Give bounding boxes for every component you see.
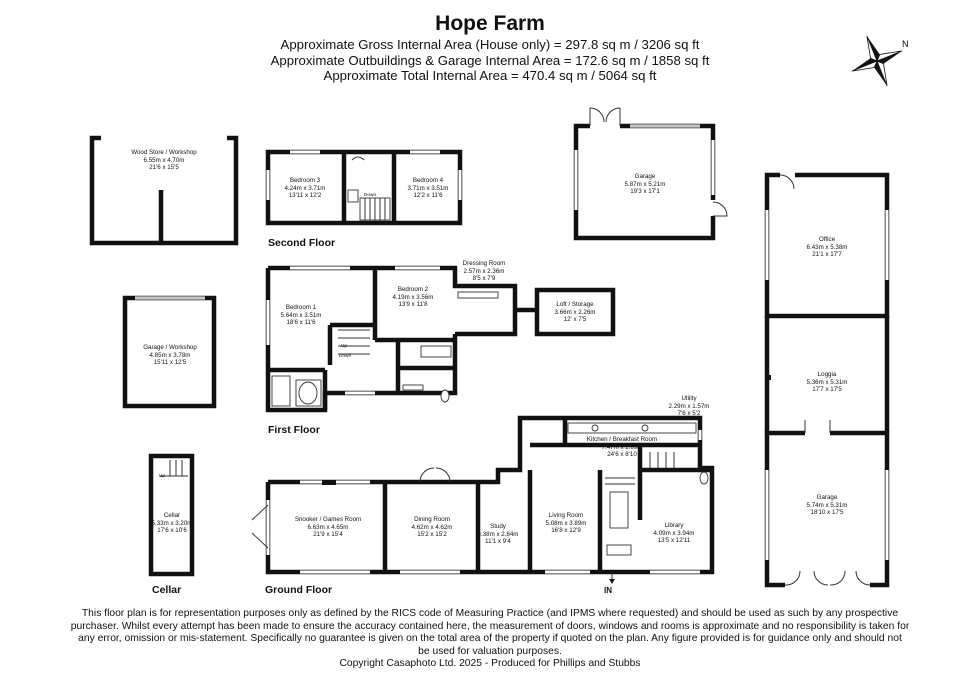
room-utility: Utility 2.29m x 1.57m 7'6 x 5'2 — [668, 395, 710, 418]
room-bedroom-1: Bedroom 1 5.64m x 3.51m 18'6 x 11'6 — [280, 304, 322, 327]
room-study: Study 3.38m x 2.84m 11'1 x 9'4 — [477, 523, 519, 546]
disclaimer — [0, 608, 980, 671]
room-living: Living Room 5.08m x 3.89m 16'8 x 12'9 — [545, 512, 587, 535]
room-bedroom-2: Bedroom 2 4.19m x 3.56m 13'9 x 11'8 — [392, 286, 434, 309]
disclaimer-line-3: any error, omission or mis-statement. Specifically no guarantee is given on the total area of the property if quoted on the plan. Any figure provided is for guidance only and should not — [78, 633, 902, 645]
entrance-label: IN — [604, 586, 612, 595]
first-floor-label: First Floor — [268, 424, 320, 436]
stair-up-label-cellar: Up — [158, 474, 166, 479]
stair-up-label-first: Up — [340, 344, 348, 349]
disclaimer-line-1: This floor plan is for representation purposes only as defined by the RICS code of Measuring Practice (and IPMS where requested) and should be used as such by any prospective — [81, 608, 899, 619]
plan-title: Hope Farm — [435, 12, 545, 35]
room-garage-bottom: Garage 5.74m x 5.31m 18'10 x 17'5 — [806, 494, 848, 517]
disclaimer-line-4: be used for valuation purposes. — [418, 645, 562, 657]
room-bedroom-3: Bedroom 3 4.24m x 3.71m 13'11 x 12'2 — [284, 177, 326, 200]
room-dining: Dining Room 4.62m x 4.62m 15'2 x 15'2 — [411, 516, 453, 539]
compass-north-label: N — [902, 39, 908, 49]
area-house: Approximate Gross Internal Area (House only) = 297.8 sq m / 3206 sq ft — [280, 37, 700, 52]
second-floor-label: Second Floor — [268, 237, 336, 249]
disclaimer-line-2: purchaser. Whilst every attempt has been made to ensure the accuracy contained here, the measurement of doors, windows and rooms is approximate and no responsibility is taken for — [70, 620, 910, 632]
copyright-line: Copyright Casaphoto Ltd. 2025 - Produced for Phillips and Stubbs — [339, 658, 641, 670]
area-outbuildings: Approximate Outbuildings & Garage Internal Area = 172.6 sq m / 1858 sq ft — [270, 52, 710, 68]
room-loft: Loft / Storage 3.66m x 2.26m 12' x 7'5 — [554, 301, 596, 324]
ground-floor-label: Ground Floor — [265, 584, 333, 596]
room-office: Office 6.43m x 5.38m 21'1 x 17'7 — [806, 236, 848, 259]
room-dressing: Dressing Room 2.57m x 2.36m 8'5 x 7'9 — [462, 260, 506, 283]
cellar-floor-label: Cellar — [152, 584, 182, 596]
room-bedroom-4: Bedroom 4 3.71m x 3.51m 12'2 x 11'6 — [407, 177, 449, 200]
room-snooker: Snooker / Games Room 6.63m x 4.65m 21'9 x 15'4 — [294, 516, 362, 539]
area-total: Approximate Total Internal Area = 470.4 sq m / 5064 sq ft — [323, 68, 657, 83]
first-floor-outline — [268, 268, 613, 410]
stair-down-label-first: Down — [338, 354, 352, 359]
room-wood-store: Wood Store / Workshop 6.55m x 4.70m 21'6 x 15'5 — [131, 149, 197, 172]
room-kitchen: Kitchen / Breakfast Room 7.47m x 2.69m 24'6 x 8'10 — [586, 436, 658, 459]
room-garage-workshop: Garage / Workshop 4.85m x 3.78m 15'11 x 12'5 — [143, 344, 197, 367]
room-loggia: Loggia 5.36m x 5.31m 17'7 x 17'5 — [806, 371, 848, 394]
stair-down-label-second: Down — [363, 193, 377, 198]
room-cellar: Cellar 5.33m x 3.20m 17'6 x 10'6 — [151, 512, 193, 535]
room-garage-top: Garage 5.87m x 5.21m 19'3 x 17'1 — [624, 173, 666, 196]
room-library: Library 4.09m x 3.94m 13'5 x 12'11 — [653, 522, 695, 545]
